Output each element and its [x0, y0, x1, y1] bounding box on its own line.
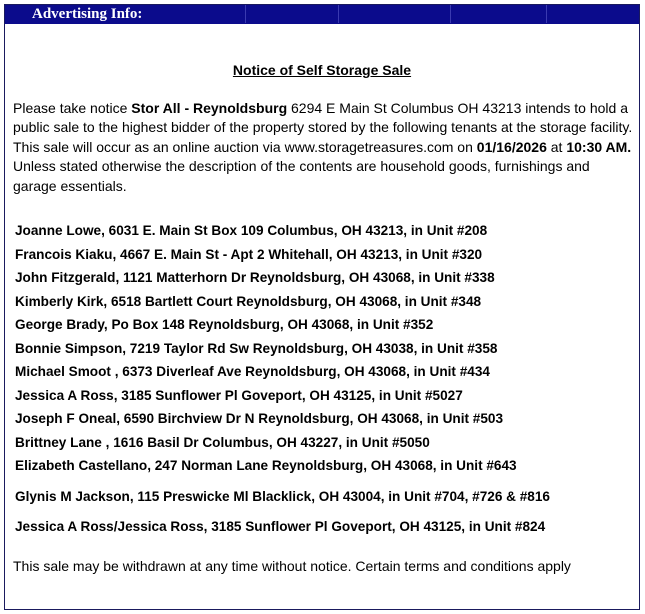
sale-date: 01/16/2026: [476, 138, 547, 155]
intro-text: 6294 E Main St Columbus OH 43213 intends to hold a public sale to the highest bidder of the property stored by the following tenants at the storage facility. This sale will occur as an online auction via www.storagetreasures.com on: [13, 100, 633, 155]
notice-intro-paragraph: [13, 99, 633, 196]
header-divider: [245, 5, 246, 23]
header-divider: [546, 5, 547, 23]
sale-time: 10:30 AM.: [566, 138, 632, 155]
intro-text: Please take notice: [13, 100, 132, 116]
facility-name: Stor All - Reynoldsburg: [131, 100, 288, 116]
tenant-row: Joanne Lowe, 6031 E. Main St Box 109 Columbus, OH 43213, in Unit #208: [15, 223, 488, 238]
tenant-row: John Fitzgerald, 1121 Matterhorn Dr Reynoldsburg, OH 43068, in Unit #338: [15, 270, 495, 285]
tenant-row: George Brady, Po Box 148 Reynoldsburg, OH 43068, in Unit #352: [15, 317, 434, 332]
advertising-panel: [4, 4, 640, 610]
tenant-row: Kimberly Kirk, 6518 Bartlett Court Reynoldsburg, OH 43068, in Unit #348: [15, 293, 482, 309]
tenant-list: [15, 219, 635, 539]
tenant-row: Joseph F Oneal, 6590 Birchview Dr N Reynoldsburg, OH 43068, in Unit #503: [15, 411, 504, 426]
advertising-header: [5, 5, 639, 24]
tenant-row: Elizabeth Castellano, 247 Norman Lane Reynoldsburg, OH 43068, in Unit #643: [15, 458, 517, 473]
advertising-header-title: Advertising Info:: [32, 6, 143, 22]
tenant-row: Francois Kiaku, 4667 E. Main St - Apt 2 Whitehall, OH 43213, in Unit #320: [15, 246, 483, 262]
intro-text: at: [546, 138, 567, 155]
tenant-row: Glynis M Jackson, 115 Preswicke Ml Blacklick, OH 43004, in Unit #704, #726 & #816: [15, 488, 550, 504]
intro-text: Unless stated otherwise the description of the contents are household goods, furnishings and garage essentials.: [13, 158, 590, 194]
tenant-row: Brittney Lane , 1616 Basil Dr Columbus, OH 43227, in Unit #5050: [15, 434, 430, 450]
tenant-row: Jessica A Ross/Jessica Ross, 3185 Sunflower Pl Goveport, OH 43125, in Unit #824: [15, 519, 546, 534]
notice-title: Notice of Self Storage Sale: [232, 62, 412, 78]
tenant-row: Jessica A Ross, 3185 Sunflower Pl Goveport, OH 43125, in Unit #5027: [15, 387, 463, 403]
tenant-row: Bonnie Simpson, 7219 Taylor Rd Sw Reynoldsburg, OH 43038, in Unit #358: [15, 340, 498, 356]
header-divider: [450, 5, 451, 23]
notice-footer: This sale may be withdrawn at any time without notice. Certain terms and conditions apply: [13, 558, 571, 574]
header-divider: [338, 5, 339, 23]
tenant-row: Michael Smoot , 6373 Diverleaf Ave Reynoldsburg, OH 43068, in Unit #434: [15, 364, 490, 379]
